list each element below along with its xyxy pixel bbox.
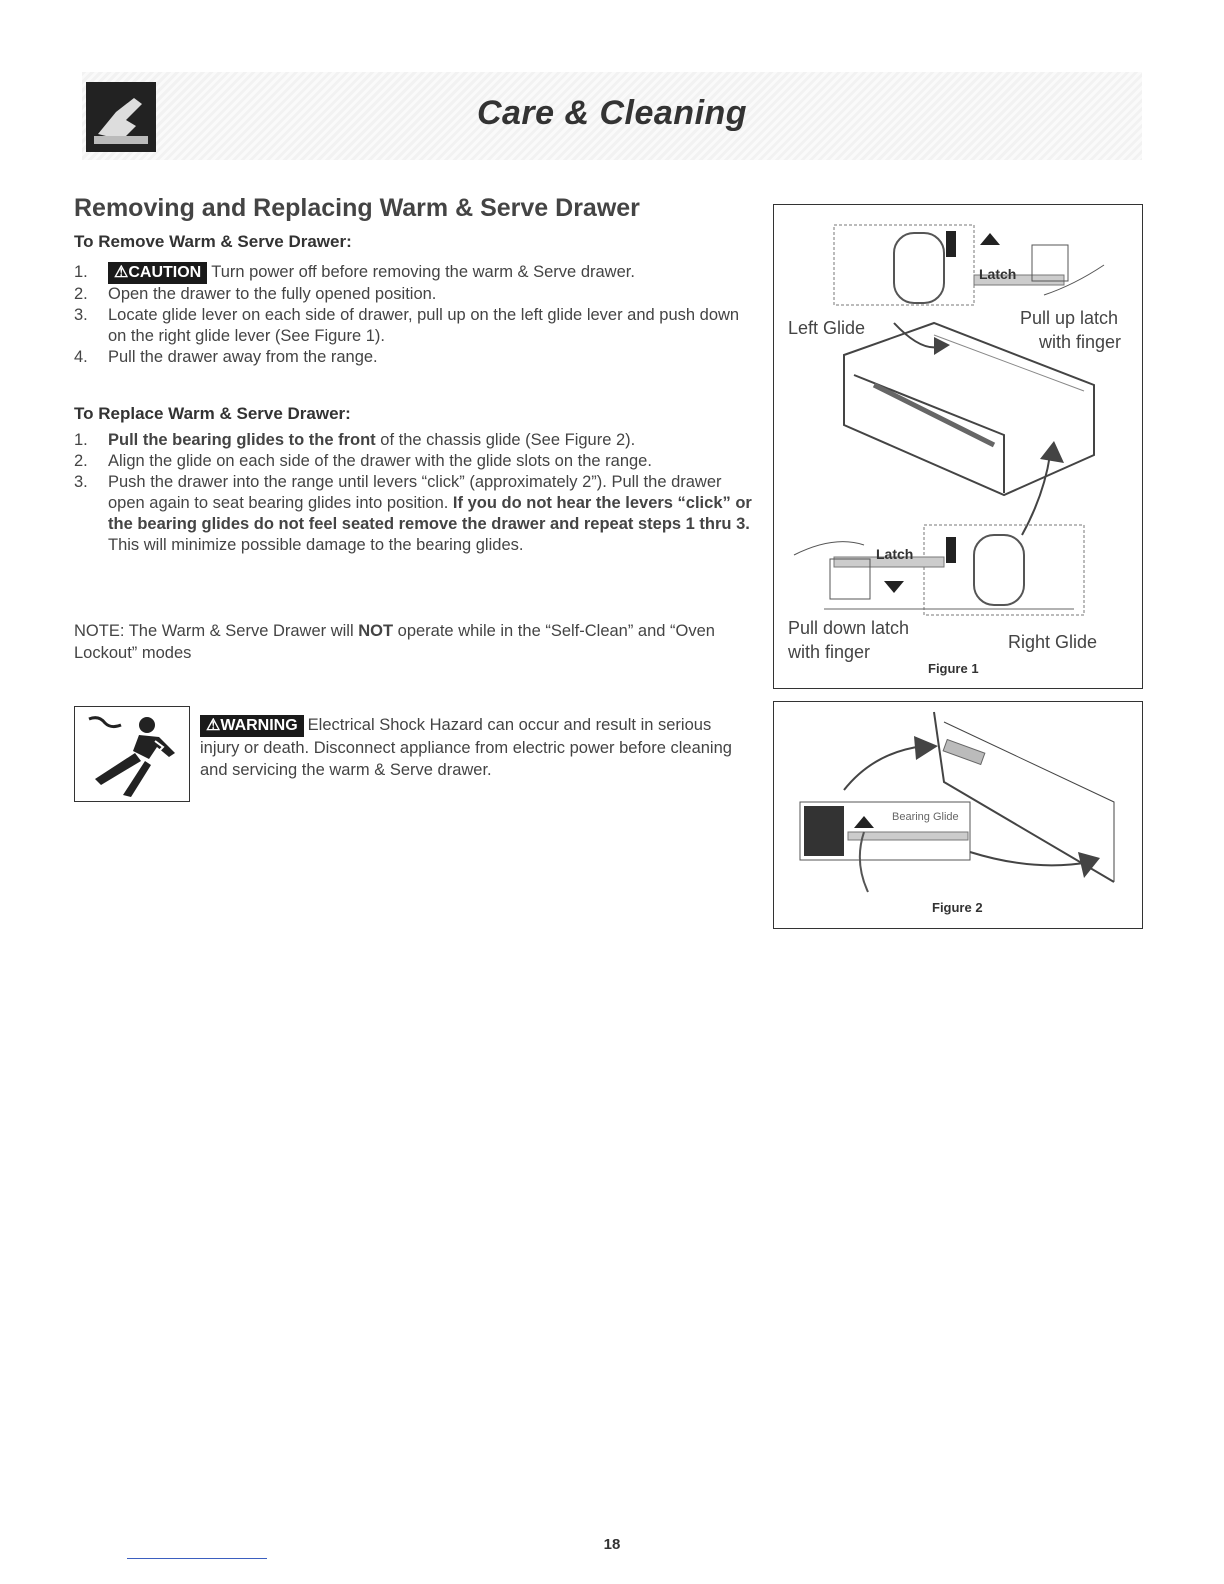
remove-step-3 — [74, 305, 754, 347]
remove-step-2 — [74, 284, 754, 305]
figure-2-caption: Figure 2 — [932, 900, 983, 915]
replace-subtitle: To Replace Warm & Serve Drawer: — [74, 404, 351, 423]
latch-label-top: Latch — [979, 266, 1017, 282]
step-number: 3. — [74, 306, 88, 324]
step-text: Push the drawer into the range until levers “click” (approximately 2”). Pull the drawer open again to seat bearing glides into position. — [108, 473, 722, 512]
note-text — [74, 620, 754, 664]
step-number: 3. — [74, 473, 88, 491]
warning-body: Electrical Shock Hazard can occur and result in serious injury or death. Disconnect appliance from electric power before cleaning and servicing the warm & Serve drawer. — [200, 716, 732, 779]
pull-down-latch-label-2: with finger — [788, 642, 871, 662]
step-text: Turn power off before removing the warm & Serve drawer. — [211, 263, 635, 281]
remove-steps — [74, 262, 754, 368]
right-glide-label: Right Glide — [1008, 632, 1098, 652]
replace-steps — [74, 430, 754, 556]
step-text: This will minimize possible damage to the bearing glides. — [108, 536, 524, 554]
remove-step-1 — [74, 262, 754, 284]
step-text: Locate glide lever on each side of drawer, pull up on the left glide lever and push down on the right glide lever (See Figure 1). — [108, 306, 740, 345]
latch-label-bottom: Latch — [876, 546, 914, 562]
bearing-glide-label: Bearing Glide — [892, 811, 959, 823]
figure-1-caption: Figure 1 — [928, 661, 979, 676]
step-number: 2. — [74, 452, 88, 470]
step-text: of the chassis glide (See Figure 2). — [375, 431, 636, 449]
remove-subtitle: To Remove Warm & Serve Drawer: — [74, 232, 352, 251]
warning-badge: ⚠WARNING — [200, 715, 304, 737]
footer-divider — [127, 1558, 267, 1559]
pull-up-latch-label-2: with finger — [1039, 332, 1122, 352]
electric-shock-hazard-icon — [74, 706, 190, 802]
step-text: Pull the drawer away from the range. — [108, 348, 378, 366]
page-heading: Removing and Replacing Warm & Serve Drawer — [74, 194, 640, 222]
header-banner — [82, 72, 1142, 160]
step-number: 1. — [74, 263, 88, 281]
step-number: 4. — [74, 348, 88, 366]
step-number: 1. — [74, 431, 88, 449]
step-bold-text: If you do not hear the levers “click” or the bearing glides do not feel seated remove the drawer and repeat steps 1 thru 3. — [108, 494, 752, 533]
note-part: NOTE: The Warm & Serve Drawer will — [74, 622, 359, 640]
section-title: Care & Cleaning — [476, 94, 748, 132]
replace-step-3 — [74, 472, 754, 556]
remove-step-4 — [74, 347, 754, 368]
pull-up-latch-label: Pull up latch — [1020, 308, 1119, 328]
pull-down-latch-label: Pull down latch — [788, 618, 910, 638]
page-number: 18 — [603, 1536, 621, 1553]
warning-text — [200, 714, 752, 781]
step-text: Open the drawer to the fully opened position. — [108, 285, 437, 303]
left-glide-label: Left Glide — [788, 318, 866, 338]
step-bold-text: Pull the bearing glides to the front — [108, 431, 376, 449]
step-text: Align the glide on each side of the drawer with the glide slots on the range. — [108, 452, 652, 470]
replace-step-2 — [74, 451, 754, 472]
caution-badge: ⚠CAUTION — [108, 262, 207, 284]
note-bold: NOT — [358, 622, 394, 640]
step-number: 2. — [74, 285, 88, 303]
figure-2 — [773, 701, 1143, 929]
replace-step-1 — [74, 430, 754, 451]
note-part: operate while in the “Self-Clean” and “Oven Lockout” modes — [74, 622, 715, 662]
figure-1 — [773, 204, 1143, 689]
